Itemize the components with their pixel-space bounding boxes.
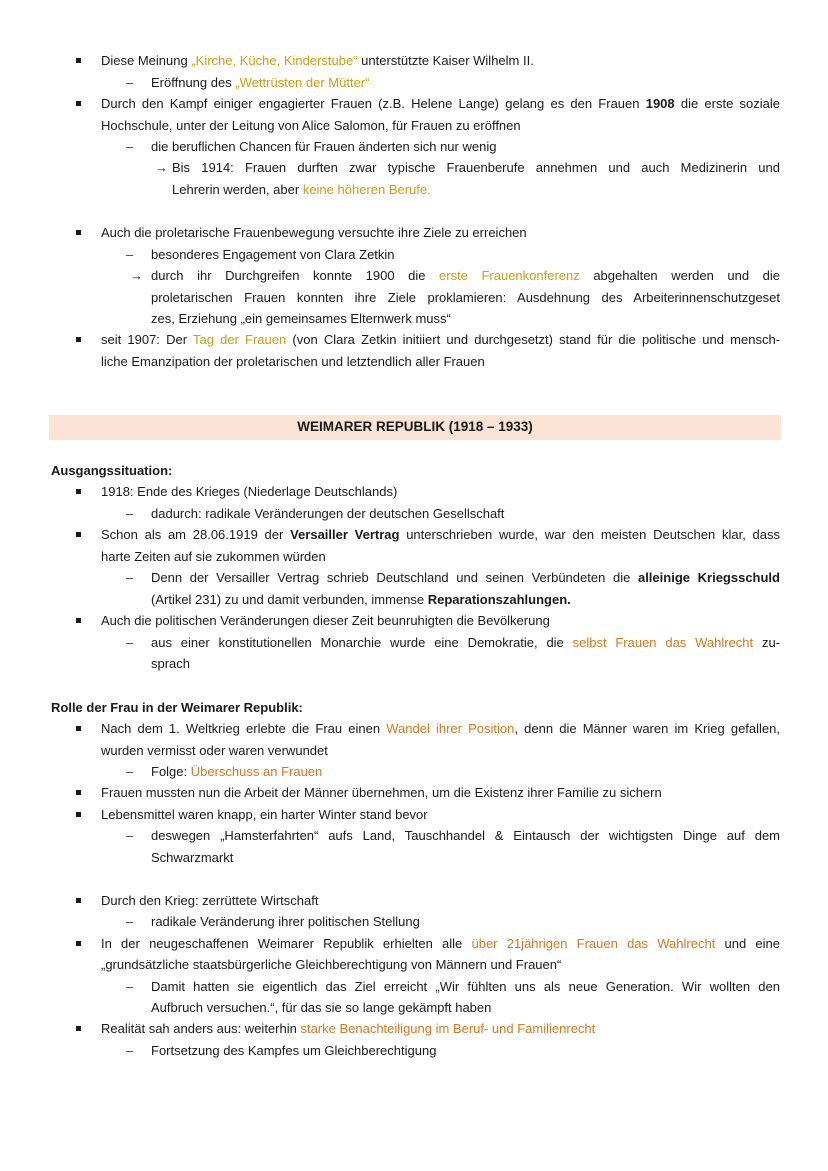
bullet (76, 532, 81, 537)
list-item: Folge: Überschuss an Frauen (151, 764, 323, 779)
highlight: Tag der Frauen (192, 332, 287, 347)
list-item-cont: „grundsätzliche staatsbürgerliche Gleichberechtigung von Männern und Frauen“ (101, 957, 562, 972)
list-item: 1918: Ende des Krieges (Niederlage Deutschlands) (101, 484, 398, 499)
bullet (76, 618, 81, 623)
arrow-right-icon: → (155, 160, 168, 175)
bullet (76, 941, 81, 946)
arrow-right-icon: → (130, 268, 143, 283)
list-item: Eröffnung des „Wettrüsten der Mütter“ (151, 75, 370, 90)
list-item-cont: proletarischen Frauen konnten ihre Ziele proklamieren: Ausdehnung des Arbeiterinnenschutzgeset (151, 290, 780, 305)
list-item: besonderes Engagement von Clara Zetkin (151, 247, 395, 262)
dash (126, 772, 133, 773)
highlight: selbst Frauen das Wahlrecht (572, 635, 754, 650)
list-item-cont: sprach (151, 656, 191, 671)
list-item: Realität sah anders aus: weiterhin starke Benachteiligung im Beruf- und Familienrecht (101, 1021, 596, 1036)
list-item: die beruflichen Chancen für Frauen änderten sich nur wenig (151, 139, 497, 154)
list-item: Auch die politischen Veränderungen dieser Zeit beunruhigten die Bevölkerung (101, 613, 550, 628)
list-item: deswegen „Hamsterfahrten“ aufs Land, Tauschhandel & Eintausch der wichtigsten Dinge auf dem (151, 828, 780, 843)
bullet (76, 898, 81, 903)
highlight: „Kirche, Küche, Kinderstube“ (191, 53, 358, 68)
list-item-cont: harte Zeiten auf sie zukommen würden (101, 549, 326, 564)
dash (126, 836, 133, 837)
highlight: Überschuss an Frauen (190, 764, 323, 779)
dash (126, 578, 133, 579)
bullet (76, 58, 81, 63)
bullet (76, 790, 81, 795)
dash (126, 83, 133, 84)
dash (126, 147, 133, 148)
bullet (76, 337, 81, 342)
list-item: Auch die proletarische Frauenbewegung versuchte ihre Ziele zu erreichen (101, 225, 527, 240)
bullet (76, 1026, 81, 1031)
list-item: Denn der Versailler Vertrag schrieb Deutschland und seinen Verbündeten die alleinige Kriegsschuld (151, 570, 780, 585)
highlight: starke Benachteiligung im Beruf- und Familienrecht (300, 1021, 596, 1036)
list-item-cont: Lehrerin werden, aber keine höheren Berufe. (172, 182, 431, 197)
list-item: Diese Meinung „Kirche, Küche, Kinderstube“ unterstützte Kaiser Wilhelm II. (101, 53, 534, 68)
list-item: aus einer konstitutionellen Monarchie wurde eine Demokratie, die selbst Frauen das Wahlrecht zu- (151, 635, 780, 650)
list-item-cont: (Artikel 231) zu und damit verbunden, immense Reparationszahlungen. (151, 592, 571, 607)
list-item: Lebensmittel waren knapp, ein harter Winter stand bevor (101, 807, 428, 822)
bullet (76, 101, 81, 106)
bullet (76, 489, 81, 494)
section-title: WEIMARER REPUBLIK (1918 – 1933) (297, 419, 533, 434)
dash (126, 643, 133, 644)
list-item-cont: wurden vermisst oder waren verwundet (101, 743, 328, 758)
highlight: erste Frauenkonferenz (439, 268, 580, 283)
list-item: radikale Veränderung ihrer politischen Stellung (151, 914, 420, 929)
list-item: In der neugeschaffenen Weimarer Republik erhielten alle über 21jährigen Frauen das Wahlrecht und eine (101, 936, 780, 951)
list-item: Fortsetzung des Kampfes um Gleichberechtigung (151, 1043, 437, 1058)
highlight: Wandel ihrer Position (386, 721, 515, 736)
dash (126, 514, 133, 515)
bullet (76, 812, 81, 817)
list-item: Durch den Krieg: zerrüttete Wirtschaft (101, 893, 319, 908)
list-item-cont: Hochschule, unter der Leitung von Alice Salomon, für Frauen zu eröffnen (101, 118, 521, 133)
highlight: keine höheren Berufe. (302, 182, 431, 197)
list-item-cont: zes, Erziehung „ein gemeinsames Elternwerk muss“ (151, 311, 451, 326)
list-item: dadurch: radikale Veränderungen der deutschen Gesellschaft (151, 506, 505, 521)
subheading: Ausgangssituation: (51, 463, 173, 478)
bullet (76, 726, 81, 731)
highlight: „Wettrüsten der Mütter“ (235, 75, 370, 90)
list-item-cont: liche Emanzipation der proletarischen und letztendlich aller Frauen (101, 354, 485, 369)
list-item: Frauen mussten nun die Arbeit der Männer übernehmen, um die Existenz ihrer Familie zu sichern (101, 785, 662, 800)
dash (126, 922, 133, 923)
subheading: Rolle der Frau in der Weimarer Republik: (51, 700, 303, 715)
list-item: seit 1907: Der Tag der Frauen (von Clara Zetkin initiiert und durchgesetzt) stand für die politische und mensch- (101, 332, 780, 347)
list-item-cont: Aufbruch versuchen.“, für das sie so lange gekämpft haben (151, 1000, 492, 1015)
list-item: durch ihr Durchgreifen konnte 1900 die erste Frauenkonferenz abgehalten werden und die (151, 268, 780, 283)
bullet (76, 230, 81, 235)
dash (126, 255, 133, 256)
dash (126, 987, 133, 988)
highlight: über 21jährigen Frauen das Wahlrecht (471, 936, 716, 951)
list-item: Bis 1914: Frauen durften zwar typische Frauenberufe annehmen und auch Medizinerin und (172, 160, 780, 175)
list-item: Schon als am 28.06.1919 der Versailler Vertrag unterschrieben wurde, war den meisten Deutschen klar, dass (101, 527, 780, 542)
list-item: Nach dem 1. Weltkrieg erlebte die Frau einen Wandel ihrer Position, denn die Männer waren im Krieg gefallen, (101, 721, 780, 736)
list-item: Durch den Kampf einiger engagierter Frauen (z.B. Helene Lange) gelang es den Frauen 1908 die erste soziale (101, 96, 780, 111)
list-item: Damit hatten sie eigentlich das Ziel erreicht „Wir fühlten uns als neue Generation. Wir wollten den (151, 979, 780, 994)
dash (126, 1051, 133, 1052)
list-item-cont: Schwarzmarkt (151, 850, 234, 865)
